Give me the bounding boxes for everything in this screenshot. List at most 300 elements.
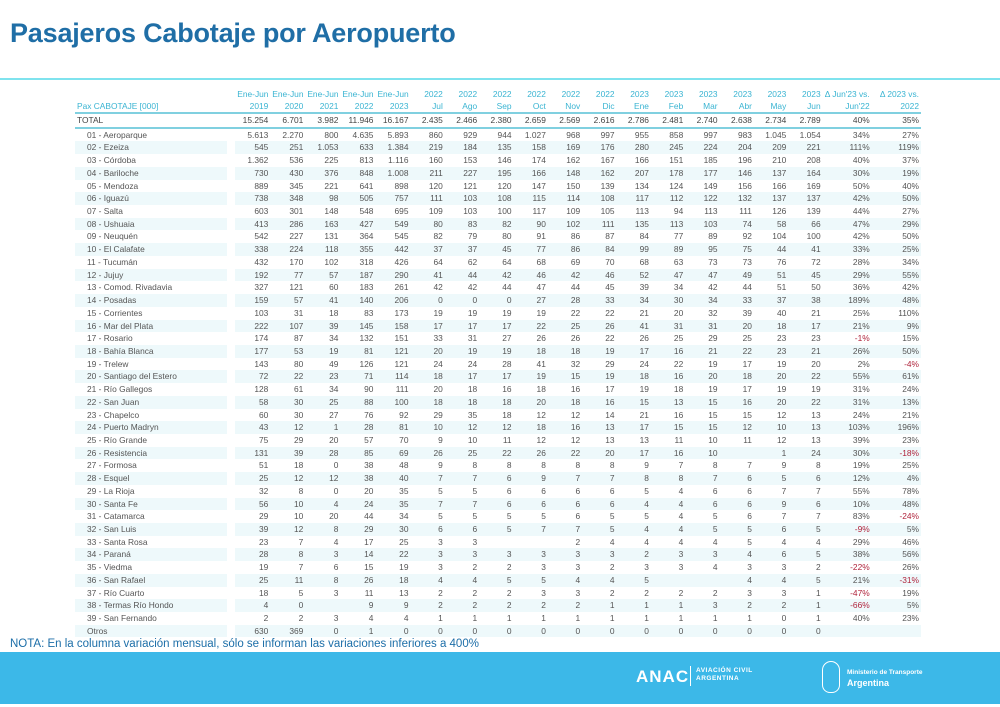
table-row [75, 612, 921, 625]
spacer [227, 294, 235, 307]
value-cell: 2 [479, 599, 513, 612]
value-cell [479, 536, 513, 549]
value-cell: 16 [720, 396, 754, 409]
value-cell: 128 [254, 384, 269, 395]
value-cell: 166 [772, 180, 787, 191]
value-cell: 33 [433, 333, 443, 344]
value-cell: 45 [605, 282, 615, 293]
column-header: 2022 [527, 89, 546, 99]
spacer [227, 345, 235, 358]
variation-cell: 9% [872, 320, 921, 333]
value-cell: 114 [375, 370, 410, 383]
variation-cell: 55% [823, 370, 872, 383]
value-cell: 222 [235, 320, 270, 333]
value-cell: 227 [289, 231, 304, 242]
spacer [227, 281, 235, 294]
value-cell: 18 [467, 384, 478, 395]
value-cell: 18 [548, 396, 582, 409]
variation-cell: -22% [850, 562, 870, 573]
header-row [75, 101, 921, 114]
value-cell: 3 [575, 587, 581, 598]
variation-cell: 44% [852, 206, 870, 217]
value-cell: 134 [634, 180, 649, 191]
value-cell: 944 [497, 129, 512, 140]
value-cell: 1.362 [247, 155, 269, 166]
value-cell: 126 [359, 358, 374, 369]
variation-cell: 25% [902, 460, 919, 471]
value-cell: 98 [305, 192, 340, 205]
value-cell: 17 [479, 370, 513, 383]
value-cell: 16 [570, 384, 581, 395]
value-cell: 2 [754, 599, 788, 612]
value-cell: 6 [754, 523, 788, 536]
passengers-table [75, 89, 921, 637]
value-cell: 19 [776, 358, 787, 369]
value-cell: 0 [333, 485, 339, 496]
variation-cell: -24% [899, 511, 919, 522]
value-cell: 42 [548, 269, 582, 282]
value-cell: 22 [479, 447, 513, 460]
value-cell: 177 [685, 167, 719, 180]
table-row [75, 574, 921, 587]
value-cell: 18 [294, 460, 304, 471]
table-row [75, 523, 921, 536]
airport-name: 16 - Mar del Plata [75, 320, 227, 333]
value-cell: 17 [605, 384, 615, 395]
table-row [75, 548, 921, 561]
value-cell: 2 [548, 599, 582, 612]
value-cell: 5.613 [247, 129, 269, 140]
value-cell: 6 [712, 485, 718, 496]
value-cell: 0 [375, 625, 410, 638]
value-cell: 14 [340, 548, 375, 561]
value-cell: 39 [639, 282, 649, 293]
value-cell: 57 [364, 434, 374, 445]
value-cell: 3 [781, 562, 787, 573]
value-cell: 20 [582, 447, 616, 460]
value-cell: 131 [235, 447, 270, 460]
value-cell: 204 [720, 141, 754, 154]
value-cell: 2.380 [479, 113, 513, 128]
value-cell: 192 [235, 269, 270, 282]
value-cell: 109 [428, 206, 443, 217]
column-header: 2019 [249, 100, 269, 111]
value-cell: 3 [410, 548, 444, 561]
value-cell: 87 [294, 333, 304, 344]
value-cell: 15 [548, 370, 582, 383]
value-cell: 44 [502, 282, 512, 293]
value-cell: 848 [340, 167, 375, 180]
variation-cell: 30% [823, 167, 872, 180]
table-row [75, 434, 921, 447]
value-cell: 6 [575, 511, 581, 522]
value-cell: 25 [235, 574, 270, 587]
airport-name: 39 - San Fernando [87, 613, 157, 624]
value-cell: 29 [258, 511, 269, 522]
variation-cell: 31% [823, 396, 872, 409]
variation-cell: 40% [902, 180, 919, 191]
value-cell: 56 [235, 498, 270, 511]
variation-cell: 2% [857, 358, 870, 369]
value-cell: 81 [375, 421, 410, 434]
table-row [75, 459, 921, 472]
value-cell: 3 [644, 562, 649, 573]
value-cell: 997 [600, 129, 615, 140]
header-label [75, 89, 227, 101]
column-header: 2022 [424, 89, 443, 99]
value-cell: 8 [815, 460, 821, 471]
value-cell: 20 [514, 396, 548, 409]
variation-cell: 19% [872, 167, 921, 180]
value-cell: 89 [708, 231, 718, 242]
value-cell: 15 [685, 396, 719, 409]
value-cell: 108 [479, 192, 513, 205]
value-cell: 46 [582, 269, 616, 282]
value-cell: 16 [651, 345, 685, 358]
value-cell: 8 [541, 460, 546, 471]
value-cell: 43 [235, 421, 270, 434]
value-cell: 18 [514, 345, 548, 358]
value-cell: 0 [514, 625, 548, 638]
value-cell: 7 [815, 485, 821, 496]
column-header: 2023 [664, 89, 684, 99]
value-cell: 442 [375, 243, 410, 256]
value-cell: 17 [410, 320, 444, 333]
value-cell: 1 [651, 599, 685, 612]
value-cell: 3 [781, 587, 787, 598]
value-cell: 140 [340, 294, 375, 307]
value-cell: 1 [815, 587, 821, 598]
value-cell: 31 [467, 333, 478, 344]
value-cell: 5 [644, 485, 649, 496]
value-cell: 26 [582, 320, 616, 333]
value-cell: 430 [270, 167, 305, 180]
value-cell: 2 [506, 587, 512, 598]
value-cell: 603 [254, 206, 269, 217]
value-cell: 11 [743, 434, 752, 445]
variation-cell: 23% [902, 434, 919, 445]
value-cell: 173 [394, 307, 409, 318]
table-row [75, 536, 921, 549]
table-row [75, 447, 921, 460]
value-cell: 18 [617, 370, 651, 383]
value-cell: 5 [438, 511, 443, 522]
value-cell: 7 [514, 523, 548, 536]
airport-name: TOTAL [75, 113, 227, 128]
value-cell: 4 [235, 599, 270, 612]
value-cell: 2 [445, 599, 479, 612]
value-cell: 11 [364, 587, 374, 598]
value-cell: 26 [340, 574, 375, 587]
value-cell: 117 [617, 192, 651, 205]
value-cell: 104 [772, 231, 787, 242]
value-cell: 23 [305, 370, 340, 383]
value-cell: 800 [324, 129, 339, 140]
value-cell: 1.008 [375, 167, 410, 180]
value-cell: 149 [703, 180, 718, 191]
value-cell: 4 [617, 523, 651, 536]
value-cell: 35 [399, 485, 409, 496]
spacer [227, 510, 235, 523]
value-cell: 16 [502, 384, 512, 395]
value-cell: 31 [651, 320, 685, 333]
value-cell: 7 [685, 472, 719, 485]
value-cell [720, 447, 754, 460]
value-cell: 2.466 [445, 113, 479, 128]
title-divider [0, 78, 1000, 80]
value-cell: 0 [720, 625, 754, 638]
value-cell: 146 [497, 155, 512, 166]
value-cell: 22 [270, 370, 305, 383]
value-cell: 1 [815, 613, 821, 624]
header-row [75, 89, 921, 101]
value-cell: 24 [340, 498, 375, 511]
value-cell: 11 [674, 434, 684, 445]
value-cell: 0 [788, 625, 822, 638]
value-cell: 148 [324, 206, 339, 217]
value-cell: 3 [438, 536, 443, 547]
value-cell: 327 [254, 282, 269, 293]
table-row [75, 561, 921, 574]
airport-name: 03 - Córdoba [87, 155, 136, 166]
value-cell: 997 [703, 129, 718, 140]
value-cell: 87 [605, 231, 615, 242]
value-cell: 2 [720, 599, 754, 612]
variation-cell: 28% [852, 256, 870, 267]
value-cell: 158 [375, 320, 410, 333]
value-cell: 121 [463, 180, 478, 191]
value-cell: 4 [609, 536, 615, 547]
value-cell: 86 [570, 231, 581, 242]
value-cell: 633 [340, 141, 375, 154]
value-cell: 24 [788, 447, 822, 460]
variation-cell: 46% [902, 536, 919, 547]
value-cell: 82 [479, 218, 513, 231]
value-cell: 2 [712, 587, 718, 598]
value-cell: 25 [235, 472, 270, 485]
airport-name: 01 - Aeroparque [87, 129, 148, 140]
value-cell: 80 [502, 231, 512, 242]
value-cell: 12 [305, 472, 340, 485]
value-cell: 121 [375, 345, 410, 358]
value-cell: 31 [294, 307, 304, 318]
value-cell: 3 [747, 562, 752, 573]
value-cell: 2 [644, 587, 649, 598]
variation-cell: 10% [823, 498, 872, 511]
table-row [75, 230, 921, 243]
column-header: Δ Jun'23 vs. [824, 89, 870, 99]
value-cell: 145 [340, 320, 375, 333]
airport-name: 27 - Formosa [87, 460, 137, 471]
value-cell: 12 [720, 421, 754, 434]
airport-name: 17 - Rosario [87, 333, 133, 344]
value-cell: 22 [605, 333, 615, 344]
value-cell: 146 [720, 167, 754, 180]
value-cell: 64 [502, 256, 512, 267]
value-cell: 3 [541, 562, 546, 573]
value-cell: 0 [685, 625, 719, 638]
value-cell: 89 [651, 243, 685, 256]
variation-cell: 55% [872, 269, 921, 282]
value-cell: 17 [617, 345, 651, 358]
value-cell: 176 [582, 141, 616, 154]
value-cell: 3 [548, 548, 582, 561]
value-cell: 47 [685, 269, 719, 282]
column-header: Ene-Jun [237, 89, 269, 99]
value-cell: 109 [566, 206, 581, 217]
value-cell: 29 [340, 523, 375, 536]
value-cell: 2 [575, 536, 581, 547]
value-cell: 19 [399, 562, 409, 573]
value-cell: 251 [270, 141, 305, 154]
spacer [227, 599, 235, 612]
value-cell: 22 [570, 307, 581, 318]
airport-name: 29 - La Rioja [87, 485, 135, 496]
value-cell: 29 [433, 409, 443, 420]
value-cell: 85 [340, 447, 375, 460]
value-cell: 4 [678, 485, 684, 496]
airport-name: 19 - Trelew [87, 358, 129, 369]
value-cell: 10 [685, 447, 719, 460]
value-cell: 4 [582, 574, 616, 587]
value-cell: 151 [394, 333, 409, 344]
value-cell: 5 [617, 574, 651, 587]
value-cell: 137 [754, 192, 788, 205]
value-cell: 1 [541, 613, 546, 624]
value-cell: 0 [410, 625, 444, 638]
table-row [75, 625, 921, 638]
value-cell: 545 [394, 231, 409, 242]
value-cell: 166 [514, 167, 548, 180]
value-cell: 84 [639, 231, 649, 242]
variation-cell: 38% [823, 548, 872, 561]
variation-cell: 55% [852, 485, 870, 496]
value-cell: 51 [754, 269, 788, 282]
value-cell: 12 [570, 434, 581, 445]
value-cell: 23 [258, 536, 269, 547]
value-cell: 30 [375, 523, 410, 536]
spacer [227, 625, 235, 638]
variation-cell: 196% [872, 421, 921, 434]
value-cell: 4 [754, 574, 788, 587]
airport-name: 07 - Salta [87, 206, 123, 217]
value-cell: 3 [445, 548, 479, 561]
value-cell: 2.740 [685, 113, 719, 128]
value-cell: 2.569 [548, 113, 582, 128]
value-cell: 348 [270, 192, 305, 205]
table-row [75, 269, 921, 282]
value-cell: 2.734 [754, 113, 788, 128]
spacer [227, 180, 235, 193]
table-row [75, 128, 921, 142]
value-cell: 2.435 [410, 113, 444, 128]
value-cell: 19 [467, 307, 478, 318]
value-cell: 19 [502, 307, 512, 318]
column-header: May [770, 100, 787, 111]
value-cell: 12 [536, 434, 546, 445]
value-cell: 19 [258, 562, 269, 573]
column-header: Ene-Jun [377, 89, 409, 99]
value-cell: 7 [410, 472, 444, 485]
variation-cell: 13% [872, 396, 921, 409]
value-cell: 18 [329, 307, 339, 318]
value-cell: 630 [235, 625, 270, 638]
value-cell: 90 [364, 384, 374, 395]
value-cell: 41 [617, 320, 651, 333]
value-cell: 8 [305, 574, 340, 587]
value-cell: 0 [270, 599, 305, 612]
column-header: 2023 [733, 89, 752, 99]
value-cell: 210 [772, 155, 787, 166]
value-cell: 47 [651, 269, 685, 282]
value-cell: 4 [305, 498, 340, 511]
value-cell: 2 [678, 587, 684, 598]
table-row [75, 587, 921, 600]
value-cell: 8 [472, 460, 478, 471]
value-cell: 208 [806, 155, 821, 166]
value-cell: 4 [651, 523, 685, 536]
variation-cell: -66% [823, 599, 872, 612]
value-cell: 427 [340, 218, 375, 231]
value-cell: 4 [445, 574, 479, 587]
value-cell: 35 [375, 498, 410, 511]
value-cell: 6.701 [270, 113, 305, 128]
airport-name: 33 - Santa Rosa [87, 536, 148, 547]
value-cell: 113 [651, 218, 685, 231]
value-cell: 169 [548, 141, 582, 154]
column-header: Δ 2023 vs. [879, 89, 919, 99]
airport-name: 09 - Neuquén [87, 231, 138, 242]
header-label: Pax CABOTAJE [000] [77, 100, 159, 111]
spacer [227, 243, 235, 256]
value-cell: 117 [532, 206, 546, 217]
value-cell: 1 [575, 613, 581, 624]
value-cell: 8 [651, 472, 685, 485]
table-row [75, 243, 921, 256]
value-cell: 20 [720, 320, 754, 333]
variation-cell: 27% [902, 206, 919, 217]
value-cell: 94 [673, 206, 684, 217]
value-cell: 4.635 [352, 129, 374, 140]
value-cell: 20 [754, 370, 788, 383]
table-row [75, 307, 921, 320]
value-cell: 355 [340, 243, 375, 256]
value-cell: 178 [651, 167, 685, 180]
value-cell: 3 [305, 548, 340, 561]
value-cell: 28 [235, 548, 270, 561]
logo-divider [690, 666, 691, 686]
value-cell: 81 [340, 345, 375, 358]
value-cell: 542 [254, 231, 269, 242]
table-row [75, 472, 921, 485]
value-cell: 4 [815, 536, 821, 547]
value-cell: 174 [531, 155, 546, 166]
value-cell: 22 [375, 548, 410, 561]
value-cell: 0 [651, 625, 685, 638]
variation-cell: 21% [823, 320, 872, 333]
value-cell: 30 [294, 409, 304, 420]
value-cell: 44 [364, 511, 374, 522]
column-header: Jun'22 [845, 100, 870, 111]
value-cell: 1.053 [305, 141, 340, 154]
spacer [227, 548, 235, 561]
spacer [227, 409, 235, 422]
value-cell [305, 599, 340, 612]
variation-cell: 26% [823, 345, 872, 358]
value-cell: 29 [708, 333, 718, 344]
value-cell: 15 [617, 396, 651, 409]
table-row [75, 409, 921, 422]
